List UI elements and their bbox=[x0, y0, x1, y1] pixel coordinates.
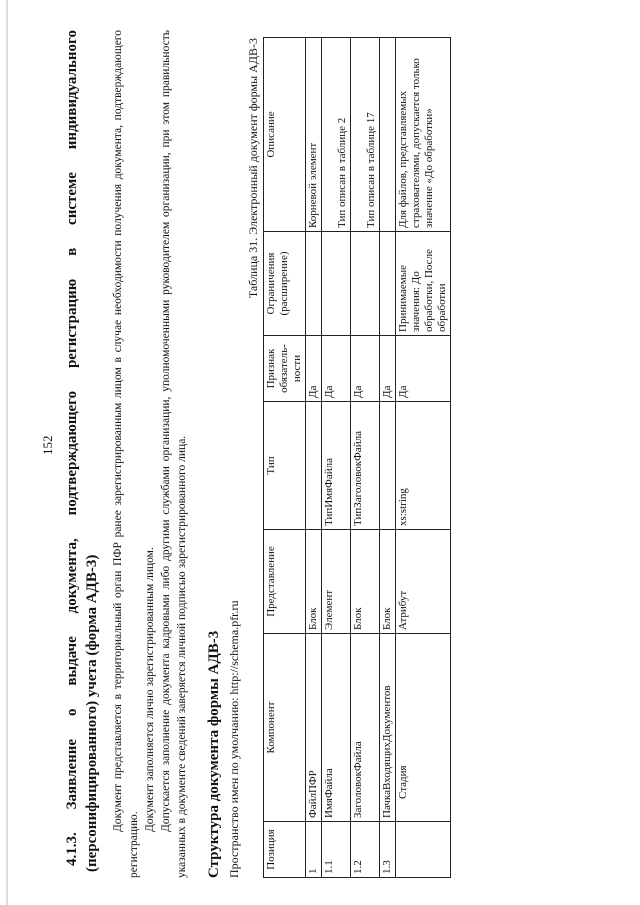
cell: Стадия bbox=[396, 634, 451, 822]
table-header-row bbox=[264, 38, 306, 878]
cell: Принимаемые значения: До обработки, После обработки bbox=[396, 232, 451, 336]
paragraph: Документ представляется в территориальный орган ПФР ранее зарегистрированным лицом в случае необходимости получения документа, подтверждающего регистрацию. bbox=[112, 30, 140, 878]
cell: xs:string bbox=[396, 402, 451, 530]
table-row bbox=[306, 38, 322, 878]
table-row bbox=[396, 38, 451, 878]
cell bbox=[380, 38, 396, 232]
cell bbox=[351, 232, 380, 336]
cell: Да bbox=[396, 336, 451, 402]
rotated-page-content bbox=[62, 30, 622, 878]
cell: 1.1 bbox=[322, 822, 351, 878]
cell bbox=[380, 402, 396, 530]
cell: Да bbox=[351, 336, 380, 402]
namespace-text: Пространство имен по умолчанию: http://schema.pfr.ru bbox=[227, 600, 241, 878]
cell bbox=[396, 822, 451, 878]
cell: ИмяФайла bbox=[322, 634, 351, 822]
cell: Для файлов, представляемых страхователями, допускается только значение «До обработки» bbox=[396, 38, 451, 232]
cell: ПачкаВходящихДокументов bbox=[380, 634, 396, 822]
cell: ТипЗаголовокФайла bbox=[351, 402, 380, 530]
header-position: Позиция bbox=[264, 822, 306, 878]
cell: 1 bbox=[306, 822, 322, 878]
header-representation: Представление bbox=[264, 530, 306, 634]
table-row bbox=[380, 38, 396, 878]
header-type: Тип bbox=[264, 402, 306, 530]
page-number: 152 bbox=[40, 435, 55, 455]
header-restrictions: Ограничения (расширение) bbox=[264, 232, 306, 336]
cell: Корневой элемент bbox=[306, 38, 322, 232]
cell bbox=[380, 232, 396, 336]
paragraph: Документ заполняется лично зарегистрированным лицом. bbox=[144, 547, 156, 832]
table-row bbox=[351, 38, 380, 878]
cell: Да bbox=[322, 336, 351, 402]
table-caption: Таблица 31. Электронный документ формы АДВ-3 bbox=[246, 38, 260, 299]
cell: Блок bbox=[306, 530, 322, 634]
cell: Тип описан в таблице 17 bbox=[351, 38, 380, 232]
cell: 1.2 bbox=[351, 822, 380, 878]
table-row bbox=[322, 38, 351, 878]
header-description: Описание bbox=[264, 38, 306, 232]
cell: Да bbox=[380, 336, 396, 402]
scan-edge bbox=[6, 0, 8, 905]
header-required: Признак обязатель-ности bbox=[264, 336, 306, 402]
cell: Да bbox=[306, 336, 322, 402]
cell: Блок bbox=[351, 530, 380, 634]
structure-table bbox=[263, 37, 451, 878]
cell bbox=[306, 402, 322, 530]
cell bbox=[306, 232, 322, 336]
cell: Элемент bbox=[322, 530, 351, 634]
paragraph: Допускается заполнение документа кадровыми либо другими службами организации, уполномоченными руководителем организации, при этом правильность указанных в документе сведений заверяется личной подписью зарегистрированного лица. bbox=[160, 30, 188, 878]
cell bbox=[322, 232, 351, 336]
structure-heading: Структура документа формы АДВ-3 bbox=[206, 630, 222, 878]
cell: ЗаголовокФайла bbox=[351, 634, 380, 822]
cell: 1.3 bbox=[380, 822, 396, 878]
header-component: Компонент bbox=[264, 634, 306, 822]
cell: ТипИмяФайла bbox=[322, 402, 351, 530]
cell: Тип описан в таблице 2 bbox=[322, 38, 351, 232]
cell: Блок bbox=[380, 530, 396, 634]
cell: ФайлПФР bbox=[306, 634, 322, 822]
section-heading: 4.1.3. Заявление о выдаче документа, подтверждающего регистрацию в системе индивидуального (персонифицированного) учета (форма АДВ-3) bbox=[64, 30, 100, 872]
cell: Атрибут bbox=[396, 530, 451, 634]
